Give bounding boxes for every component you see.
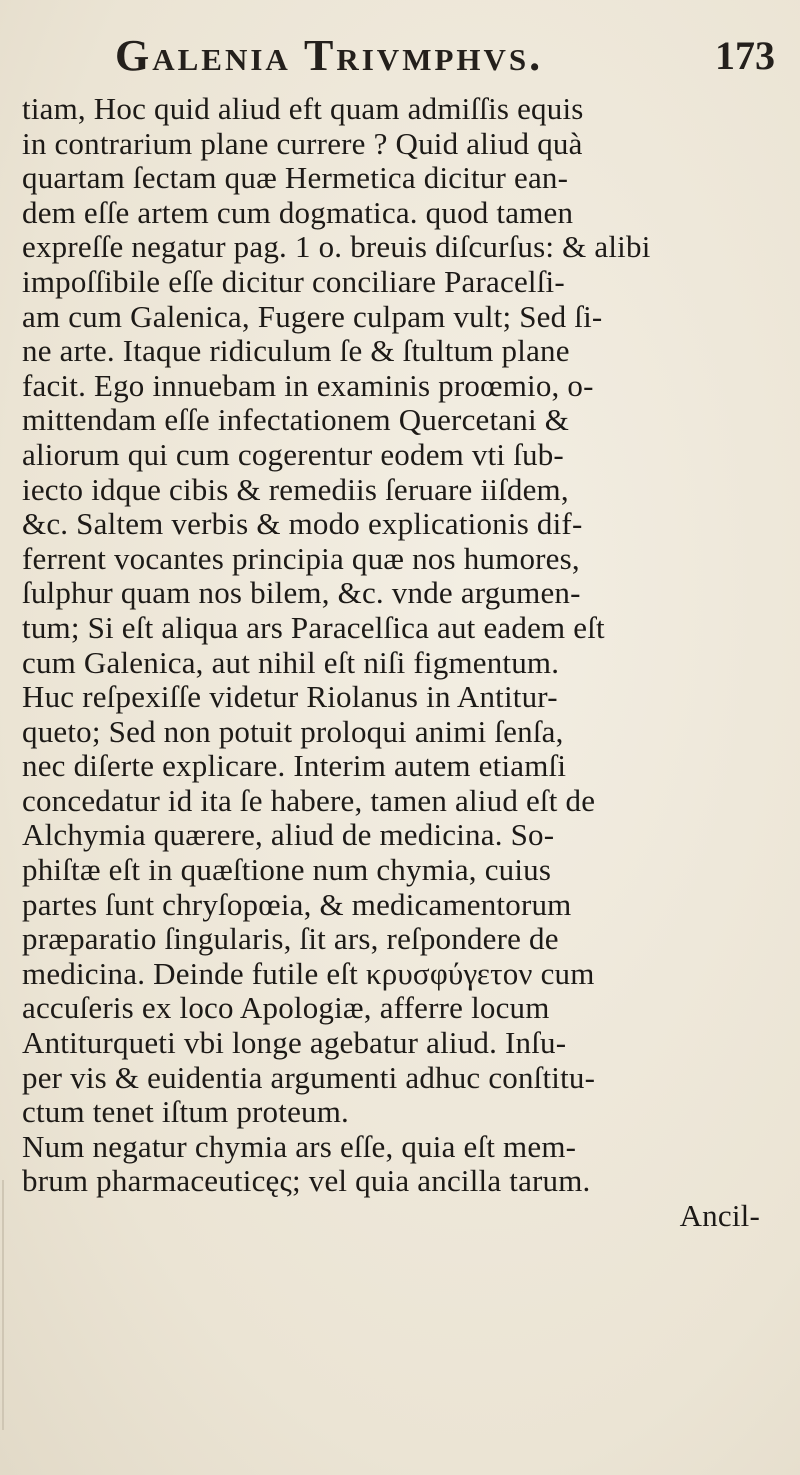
text-line: per vis & euidentia argumenti adhuc conſtitu- <box>22 1060 596 1095</box>
text-line: accuſeris ex loco Apologiæ, afferre locum <box>22 991 550 1026</box>
text-line: &c. Saltem verbis & modo explicationis dif- <box>22 507 583 542</box>
text-line: Alchymia quærere, aliud de medicina. So- <box>22 818 555 853</box>
text-line: facit. Ego innuebam in examinis proœmio, o- <box>22 368 594 403</box>
text-line: brum pharmaceuticęς; vel quia ancilla tarum. <box>22 1164 591 1199</box>
text-line: expreſſe negatur pag. 1 o. breuis diſcurſus: & alibi <box>22 230 651 265</box>
text-line: queto; Sed non potuit proloqui animi ſenſa, <box>22 714 564 749</box>
page-edge-shadow <box>2 1180 4 1430</box>
text-line: quartam ſectam quæ Hermetica dicitur ean- <box>22 161 569 196</box>
text-line: tum; Si eſt aliqua ars Paracelſica aut eadem eſt <box>22 610 605 645</box>
text-line: tiam, Hoc quid aliud eft quam admiſſis equis <box>22 92 584 126</box>
running-head <box>0 30 800 90</box>
text-line: præparatio ſingularis, ſit ars, reſpondere de <box>22 922 559 957</box>
body-text <box>22 92 792 1234</box>
text-line: cum Galenica, aut nihil eſt niſi figmentum. <box>22 645 560 680</box>
page-number: 173 <box>715 33 775 78</box>
text-line: Num negatur chymia ars eſſe, quia eſt mem- <box>22 1129 577 1164</box>
text-line: dem eſſe artem cum dogmatica. quod tamen <box>22 195 574 230</box>
text-line: ſulphur quam nos bilem, &c. vnde argumen- <box>22 576 581 611</box>
text-line: in contrarium plane currere ? Quid aliud quà <box>22 126 583 161</box>
text-line: phiſtæ eſt in quæſtione num chymia, cuius <box>22 853 552 888</box>
catchword: Ancil- <box>679 1199 760 1233</box>
text-line: Huc reſpexiſſe videtur Riolanus in Antitur- <box>22 680 558 715</box>
text-line: aliorum qui cum cogerentur eodem vti ſub- <box>22 437 564 472</box>
text-line: ne arte. Itaque ridiculum ſe & ſtultum plane <box>22 334 570 369</box>
text-line: partes ſunt chryſopœia, & medicamentorum <box>22 887 572 922</box>
text-line: mittendam eſſe infectationem Quercetani & <box>22 403 570 438</box>
text-line: medicina. Deinde futile eſt κρυσφύγετον cum <box>22 956 595 991</box>
text-line: ctum tenet iſtum proteum. <box>22 1095 349 1130</box>
text-line: nec diſerte explicare. Interim autem etiamſi <box>22 749 567 784</box>
text-line: Antiturqueti vbi longe agebatur aliud. Inſu- <box>22 1026 567 1061</box>
text-line: iecto idque cibis & remediis ſeruare iiſdem, <box>22 472 569 507</box>
text-line: ferrent vocantes principia quæ nos humores, <box>22 541 580 576</box>
running-head-title: Galenia Trivmphvs. <box>115 31 544 80</box>
text-line: concedatur id ita ſe habere, tamen aliud eſt de <box>22 783 596 818</box>
text-line: am cum Galenica, Fugere culpam vult; Sed ſi- <box>22 299 603 334</box>
text-line: impoſſibile eſſe dicitur conciliare Paracelſi- <box>22 264 565 299</box>
